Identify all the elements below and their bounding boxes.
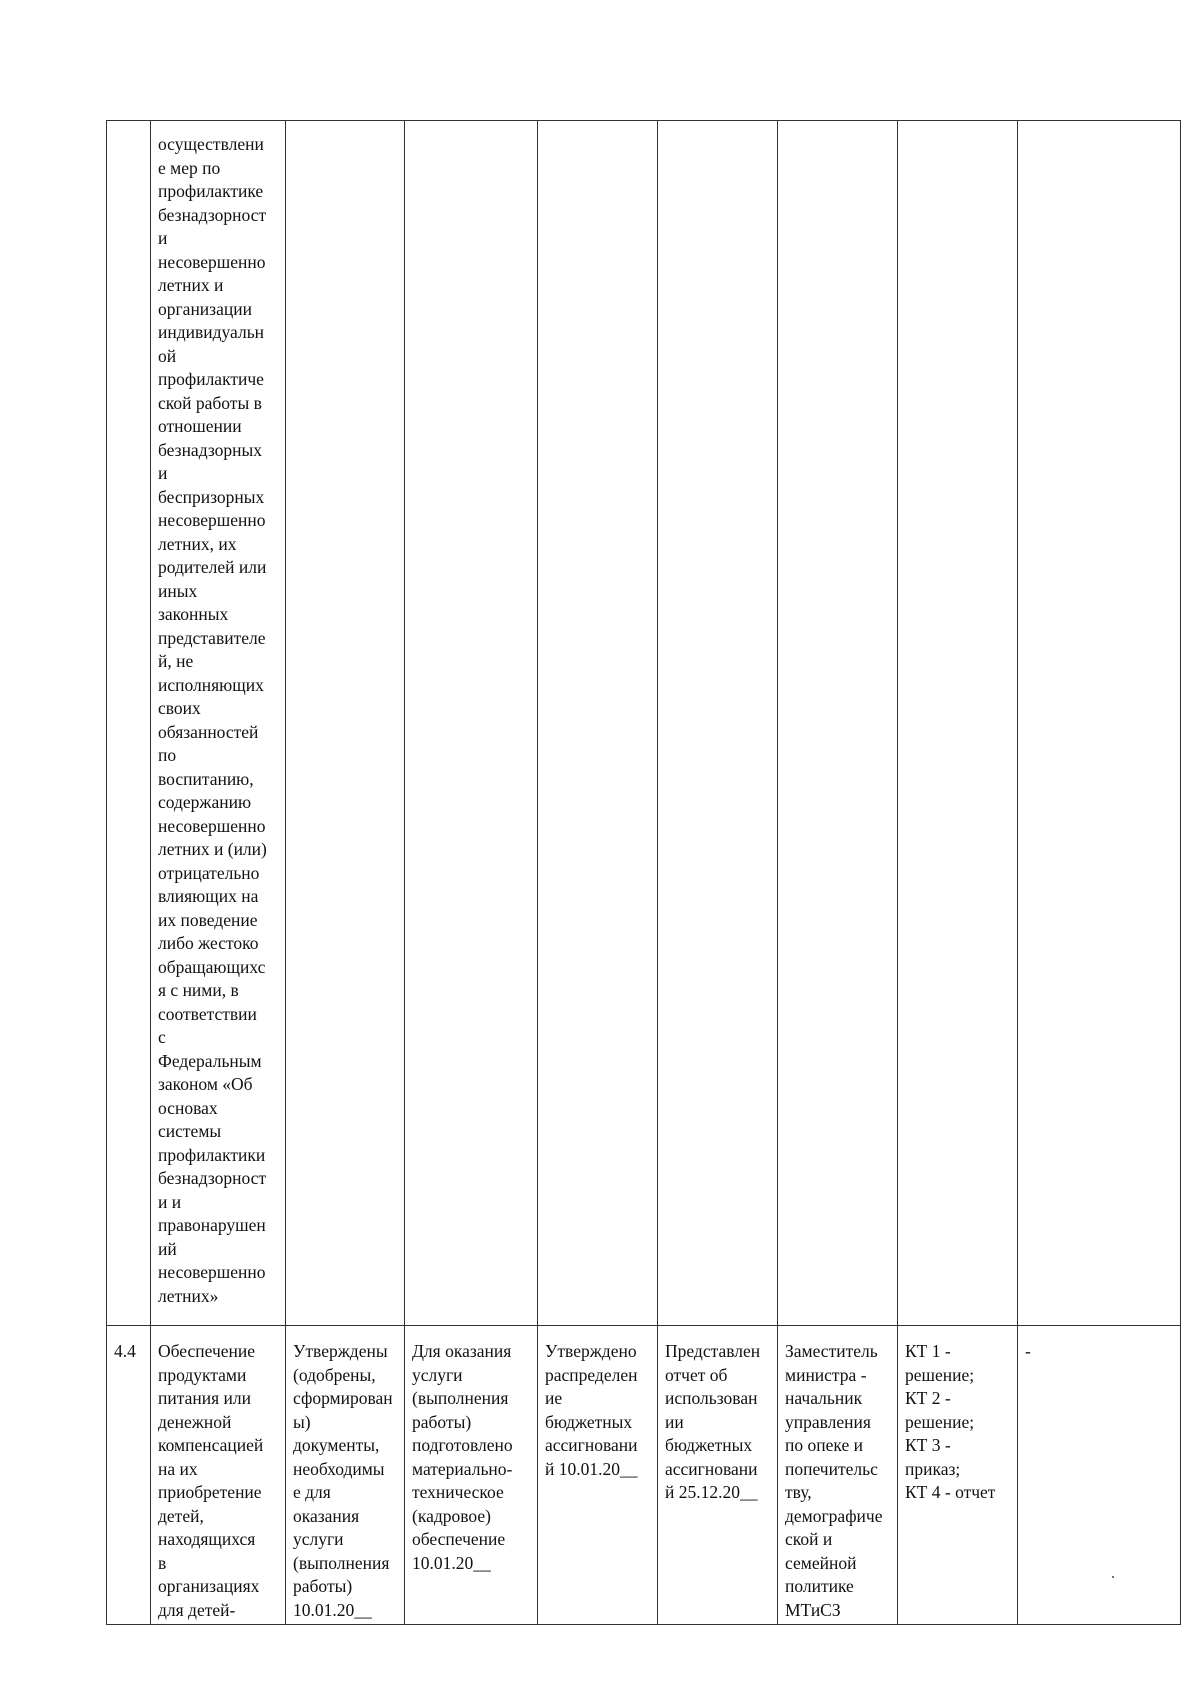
control-point-1-cell bbox=[286, 121, 405, 1326]
control-point-1-cell: Утверждены (одобрены, сформирован ы) документы, необходимы е для оказания услуги (выполнения работы) 10.01.20__ bbox=[286, 1326, 405, 1625]
responsible-cell bbox=[778, 121, 898, 1326]
responsible-cell: Заместитель министра - начальник управления по опеке и попечительс тву, демографиче ской и семейной политике МТиСЗ bbox=[778, 1326, 898, 1625]
scan-speck bbox=[1112, 1576, 1114, 1578]
control-point-2-cell bbox=[405, 121, 538, 1326]
table-row-continuation bbox=[107, 121, 1181, 1326]
plan-table bbox=[106, 120, 1181, 1625]
control-point-4-cell: Представлен отчет об использован ии бюджетных ассигновани й 25.12.20__ bbox=[658, 1326, 778, 1625]
last-cell bbox=[1018, 121, 1181, 1326]
documents-cell bbox=[898, 121, 1018, 1326]
row-number-cell bbox=[107, 121, 151, 1326]
last-cell: - bbox=[1018, 1326, 1181, 1625]
row-number-cell: 4.4 bbox=[107, 1326, 151, 1625]
control-point-4-cell bbox=[658, 121, 778, 1326]
control-point-2-cell: Для оказания услуги (выполнения работы) подготовлено материально- техническое (кадровое) обеспечение 10.01.20__ bbox=[405, 1326, 538, 1625]
control-point-3-cell bbox=[538, 121, 658, 1326]
event-description-cell: осуществлени е мер по профилактике безнадзорност и несовершенно летних и организации индивидуальн ой профилактиче ской работы в отношении безнадзорных и беспризорных несовершенно летних, их родителей или иных законных представителе й, не исполняющих своих обязанностей по воспитанию, содержанию несовершенно летних и (или) отрицательно влияющих на их поведение либо жестоко обращающихс я с ними, в соответствии с Федеральным законом «Об основах системы профилактики безнадзорност и и правонарушен ий несовершенно летних» bbox=[151, 121, 286, 1326]
event-description-cell: Обеспечение продуктами питания или денежной компенсацией на их приобретение детей, находящихся в организациях для детей- bbox=[151, 1326, 286, 1625]
documents-cell: КТ 1 - решение; КТ 2 - решение; КТ 3 - приказ; КТ 4 - отчет bbox=[898, 1326, 1018, 1625]
table-row-4-4 bbox=[107, 1326, 1181, 1625]
control-point-3-cell: Утверждено распределен ие бюджетных ассигновани й 10.01.20__ bbox=[538, 1326, 658, 1625]
